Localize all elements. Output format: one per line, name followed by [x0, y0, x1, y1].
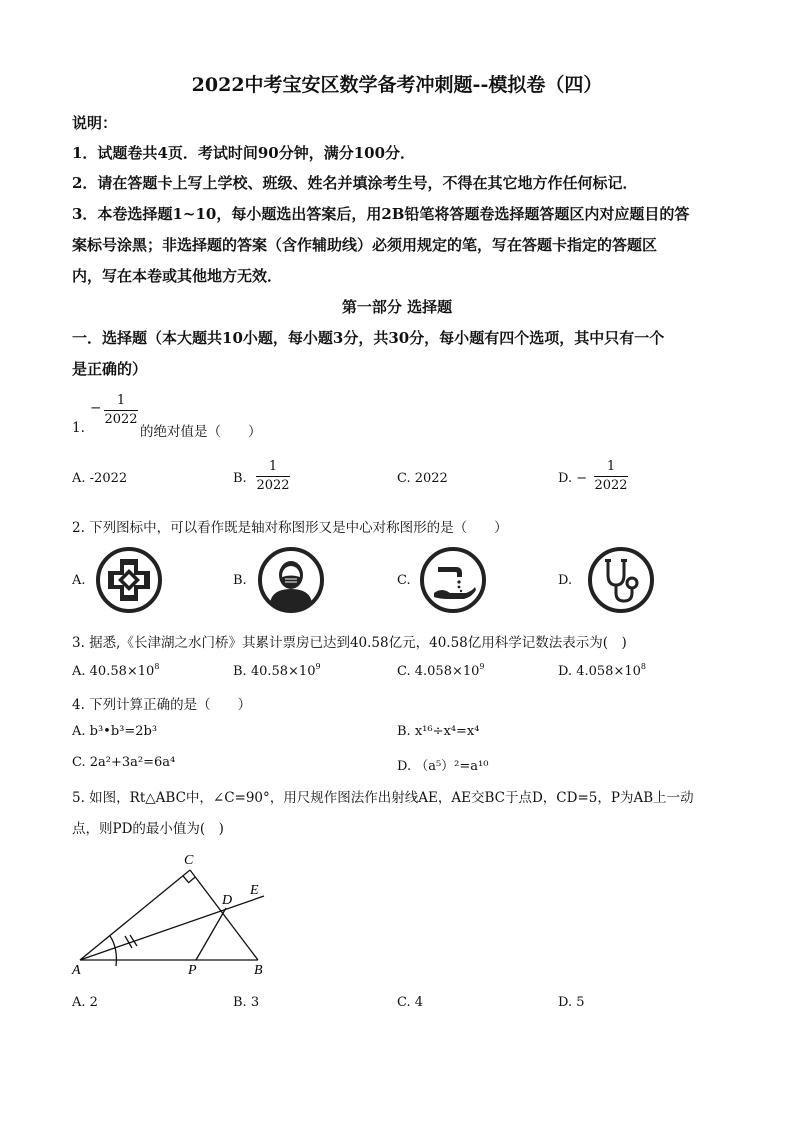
label-p: P	[188, 963, 197, 978]
q2-stem: 2. 下列图标中，可以看作既是轴对称图形又是中心对称图形的是（ ）	[72, 520, 508, 536]
q3-option-d	[558, 662, 646, 679]
q2-option-c: C.	[397, 573, 411, 588]
q3-a-base: A. 40.58×10	[72, 664, 155, 679]
q3-d-base: D. 4.058×10	[558, 664, 641, 679]
segment-ac	[80, 870, 190, 960]
q3-option-c	[397, 662, 485, 679]
q1-fraction	[104, 393, 138, 428]
q2-option-b: B.	[233, 573, 247, 588]
q1-option-d-fraction	[594, 459, 628, 494]
q1-number: 1.	[72, 420, 85, 436]
right-angle-mark	[183, 876, 195, 883]
instruction-2: 2．请在答题卡上写上学校、班级、姓名并填涂考生号，不得在其它地方作任何标记．	[72, 174, 638, 192]
masked-face-icon	[258, 547, 324, 613]
segment-pd	[196, 908, 226, 960]
q1-option-a: A. -2022	[72, 471, 128, 486]
q1-stem: 的绝对值是（ ）	[140, 424, 262, 440]
label-c: C	[184, 853, 194, 868]
q4-option-c: C. 2a²+3a²=6a⁴	[72, 755, 176, 770]
q3-stem: 3. 据悉,《长津湖之水门桥》其累计票房已达到40.58亿元，40.58亿用科学记数法表示为( )	[72, 635, 627, 651]
label-a: A	[72, 963, 81, 978]
medical-cross-icon	[96, 547, 162, 613]
section-heading-line2: 是正确的）	[72, 360, 148, 378]
q3-a-exponent: 8	[154, 662, 160, 671]
q4-stem: 4. 下列计算正确的是（ ）	[72, 697, 252, 713]
q1-b-denominator: 2022	[256, 478, 290, 493]
ray-ae	[80, 896, 264, 960]
q5-option-b: B. 3	[233, 995, 260, 1010]
q3-option-a	[72, 662, 159, 679]
label-d: D	[222, 893, 233, 908]
part1-heading: 第一部分 选择题	[341, 298, 453, 316]
instruction-3-line3: 内，写在本卷或其他地方无效．	[72, 267, 283, 285]
handwash-icon	[420, 547, 486, 613]
q1-option-b-label: B.	[233, 471, 247, 486]
q1-option-b-fraction	[256, 459, 290, 494]
fraction-bar	[256, 476, 290, 477]
q1-minus: −	[90, 400, 102, 416]
q4-option-a: A. b³•b³=2b³	[72, 724, 158, 739]
q4-option-b: B. x¹⁶÷x⁴=x⁴	[397, 724, 480, 739]
page-title: 2022中考宝安区数学备考冲刺题--模拟卷（四）	[191, 74, 603, 96]
q1-d-numerator: 1	[606, 459, 616, 474]
q2-option-a: A.	[72, 573, 86, 588]
instruction-3-line2: 案标号涂黑；非选择题的答案（含作辅助线）必须用规定的笔，写在答题卡指定的答题区	[72, 236, 658, 254]
triangle-diagram	[70, 848, 290, 980]
stethoscope-icon	[588, 547, 654, 613]
q5-option-c: C. 4	[397, 995, 424, 1010]
q1-option-c: C. 2022	[397, 471, 448, 486]
q5-stem-line1: 5. 如图，Rt△ABC中，∠C=90°，用尺规作图法作出射线AE，AE交BC于点D，CD=5，P为AB上一动	[72, 790, 694, 806]
q1-b-numerator: 1	[268, 459, 278, 474]
fraction-bar	[594, 476, 628, 477]
instruction-3-line1: 3．本卷选择题1~10，每小题选出答案后，用2B铅笔将答题卷选择题答题区内对应题目的答	[72, 205, 690, 223]
q3-b-base: B. 40.58×10	[233, 664, 316, 679]
q1-fraction-numerator: 1	[116, 393, 126, 408]
segment-cb	[190, 870, 258, 960]
q3-c-exponent: 9	[479, 662, 485, 671]
q3-c-base: C. 4.058×10	[397, 664, 480, 679]
q1-fraction-denominator: 2022	[104, 412, 138, 427]
q2-option-d: D.	[558, 573, 573, 588]
q3-b-exponent: 9	[315, 662, 321, 671]
q3-d-exponent: 8	[640, 662, 646, 671]
q5-stem-line2: 点，则PD的最小值为( )	[72, 821, 224, 837]
fraction-bar	[104, 410, 138, 411]
instruction-1: 1．试题卷共4页．考试时间90分钟，满分100分．	[72, 144, 416, 162]
q5-option-d: D. 5	[558, 995, 585, 1010]
label-e: E	[250, 883, 259, 898]
q5-option-a: A. 2	[72, 995, 98, 1010]
instructions-heading: 说明：	[72, 114, 118, 132]
q4-option-d: D. （a⁵）²=a¹⁰	[397, 759, 489, 774]
section-heading-line1: 一．选择题（本大题共10小题，每小题3分，共30分，每小题有四个选项，其中只有一个	[72, 329, 665, 347]
q3-option-b	[233, 662, 321, 679]
arc-mark-1	[110, 936, 116, 966]
q1-d-denominator: 2022	[594, 478, 628, 493]
label-b: B	[254, 963, 263, 978]
q1-option-d-label: D. −	[558, 471, 588, 486]
